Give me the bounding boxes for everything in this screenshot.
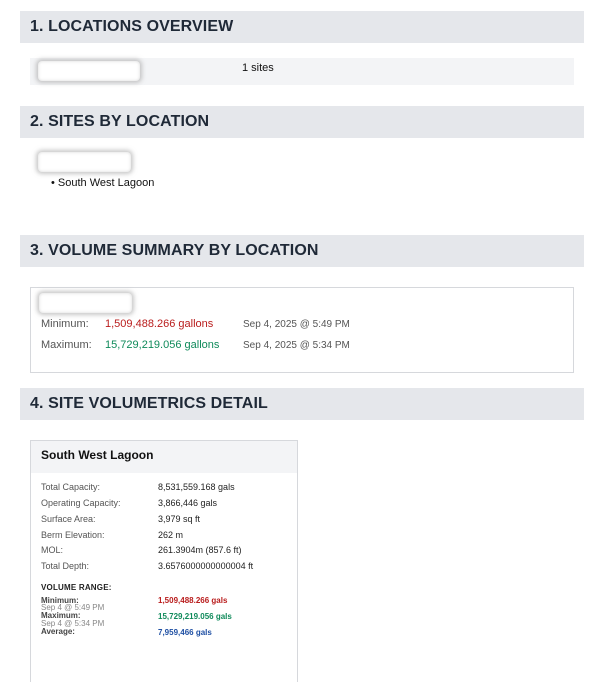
maximum-date: Sep 4, 2025 @ 5:34 PM	[243, 340, 350, 351]
range-average-label: Average:	[41, 627, 75, 636]
range-maximum-value: 15,729,219.056 gals	[158, 612, 232, 621]
detail-label: Total Depth:	[41, 561, 90, 571]
maximum-label: Maximum:	[41, 339, 92, 351]
detail-value: 3,866,446 gals	[158, 498, 218, 508]
range-average-value: 7,959,466 gals	[158, 628, 212, 637]
minimum-date: Sep 4, 2025 @ 5:49 PM	[243, 319, 350, 330]
range-maximum-label: Maximum:	[41, 611, 81, 620]
detail-value: 262 m	[158, 530, 184, 540]
redacted-location-name	[38, 61, 140, 81]
volume-range-title: VOLUME RANGE:	[41, 583, 112, 592]
minimum-value: 1,509,488.266 gallons	[105, 318, 214, 330]
location-overview-row	[30, 58, 574, 85]
site-card-title: South West Lagoon	[31, 441, 297, 473]
section-header-volume-summary: 3. VOLUME SUMMARY BY LOCATION	[20, 235, 584, 267]
range-minimum-label: Minimum:	[41, 596, 79, 605]
maximum-value: 15,729,219.056 gallons	[105, 339, 220, 351]
section-header-sites-by-location: 2. SITES BY LOCATION	[20, 106, 584, 138]
volume-summary-card	[30, 287, 574, 373]
detail-label: Total Capacity:	[41, 482, 101, 492]
detail-value: 261.3904m (857.6 ft)	[158, 545, 242, 555]
section-header-site-volumetrics: 4. SITE VOLUMETRICS DETAIL	[20, 388, 584, 420]
section-header-locations-overview: 1. LOCATIONS OVERVIEW	[20, 11, 584, 43]
redacted-location-heading	[38, 152, 131, 172]
minimum-label: Minimum:	[41, 318, 89, 330]
detail-label: Berm Elevation:	[41, 530, 105, 540]
site-count: 1 sites	[242, 62, 274, 74]
range-minimum-date: Sep 4 @ 5:49 PM	[41, 603, 105, 612]
site-name: South West Lagoon	[57, 177, 155, 189]
list-item: • South West Lagoon	[51, 177, 155, 189]
detail-value: 8,531,559.168 gals	[158, 482, 235, 492]
detail-label: MOL:	[41, 545, 64, 555]
range-maximum-date: Sep 4 @ 5:34 PM	[41, 619, 105, 628]
detail-label: Surface Area:	[41, 514, 96, 524]
detail-value: 3,979 sq ft	[158, 514, 201, 524]
detail-label: Operating Capacity:	[41, 498, 121, 508]
site-detail-card	[30, 440, 298, 682]
detail-value: 3.6576000000000004 ft	[158, 561, 254, 571]
redacted-location-name	[39, 293, 132, 313]
range-minimum-value: 1,509,488.266 gals	[158, 596, 228, 605]
